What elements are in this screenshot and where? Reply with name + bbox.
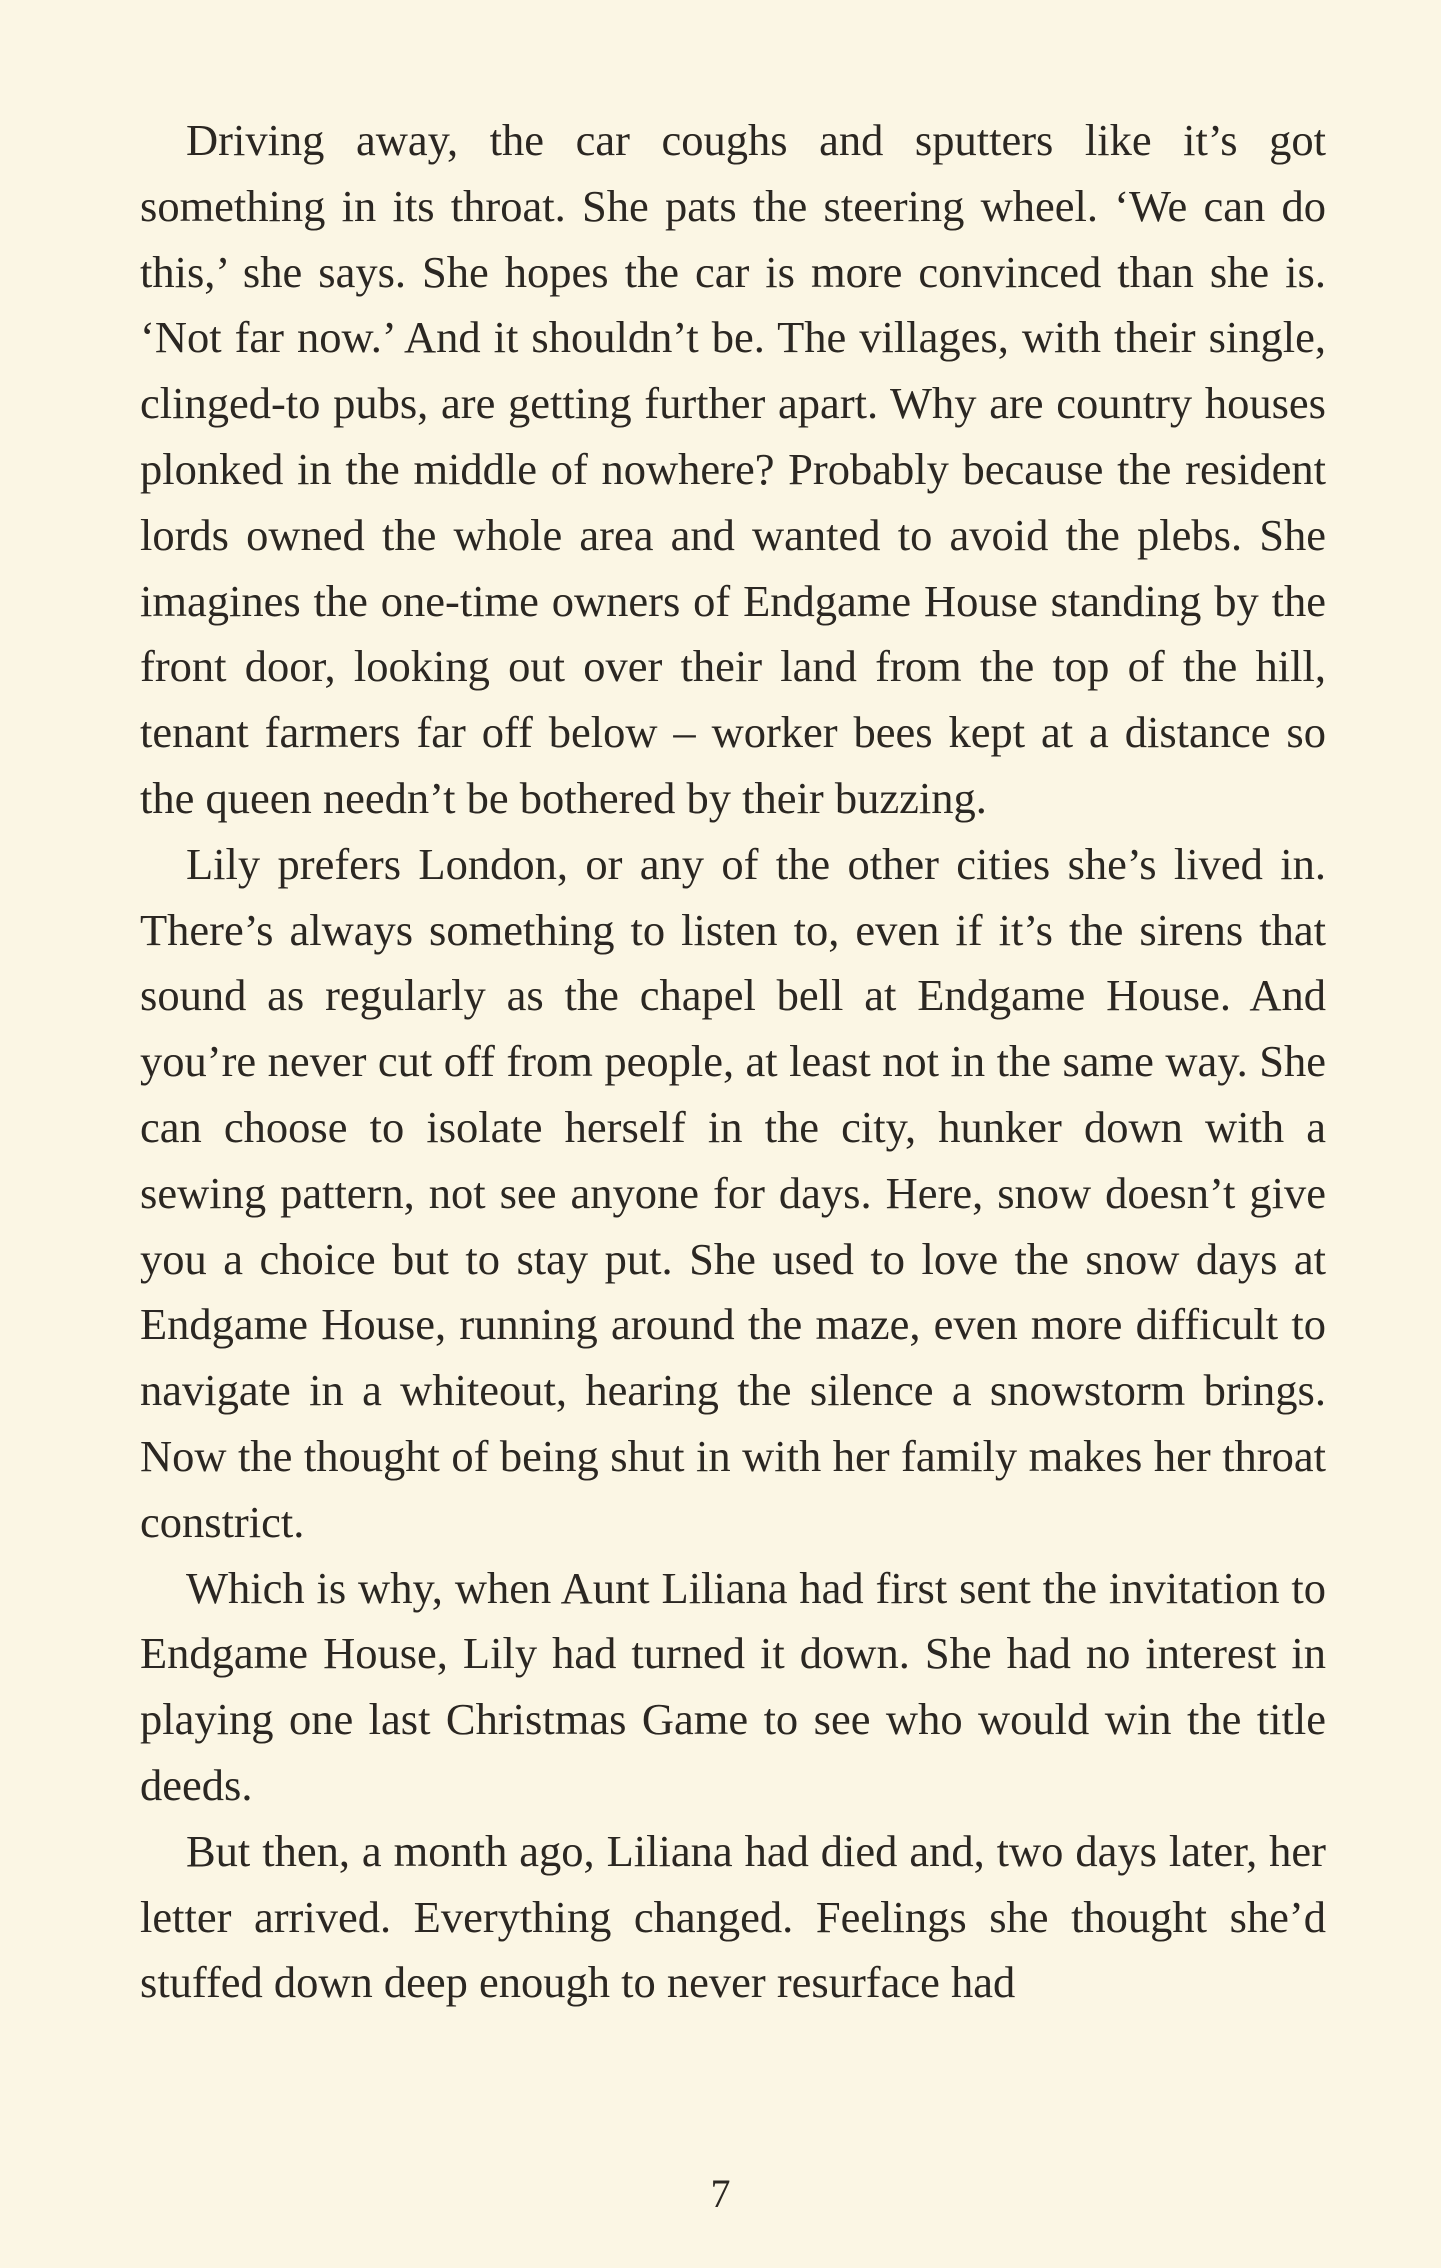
page-number: 7 [710,2171,731,2216]
paragraph-2: Lily prefers London, or any of the other cities she’s lived in. There’s always something to listen to, even if it’s the sirens that sound as regularly as the chapel bell at Endgame House. And you’re never cut off from people, at least not in the same way. She can choose to isolate herself in the city, hunker down with a sewing pattern, not see anyone for days. Here, snow doesn’t give you a choice but to stay put. She used to love the snow days at Endgame House, running around the maze, even more difficult to navigate in a whiteout, hearing the silence a snowstorm brings. Now the thought of being shut in with her family makes her throat constrict. [140,838,1326,1547]
paragraph-1: Driving away, the car coughs and sputters like it’s got something in its throat. She pats the steering wheel. ‘We can do this,’ she says. She hopes the car is more convinced than she is. ‘Not far now.’ And it shouldn’t be. The villages, with their single, clinged-to pubs, are getting further apart. Why are country houses plonked in the middle of nowhere? Probably because the resident lords owned the whole area and wanted to avoid the plebs. She imagines the one-time owners of Endgame House standing by the front door, looking out over their land from the top of the hill, tenant farmers far off below – worker bees kept at a distance so the queen needn’t be bothered by their buzzing. [140,115,1326,823]
paragraph-4: But then, a month ago, Liliana had died and, two days later, her letter arrived. Everything changed. Feelings she thought she’d stuffed down deep enough to never resurface had [140,1825,1326,2008]
page-body [140,108,1326,2016]
paragraph-3: Which is why, when Aunt Liliana had first sent the invitation to Endgame House, Lily had turned it down. She had no interest in playing one last Christmas Game to see who would win the title deeds. [140,1562,1326,1810]
